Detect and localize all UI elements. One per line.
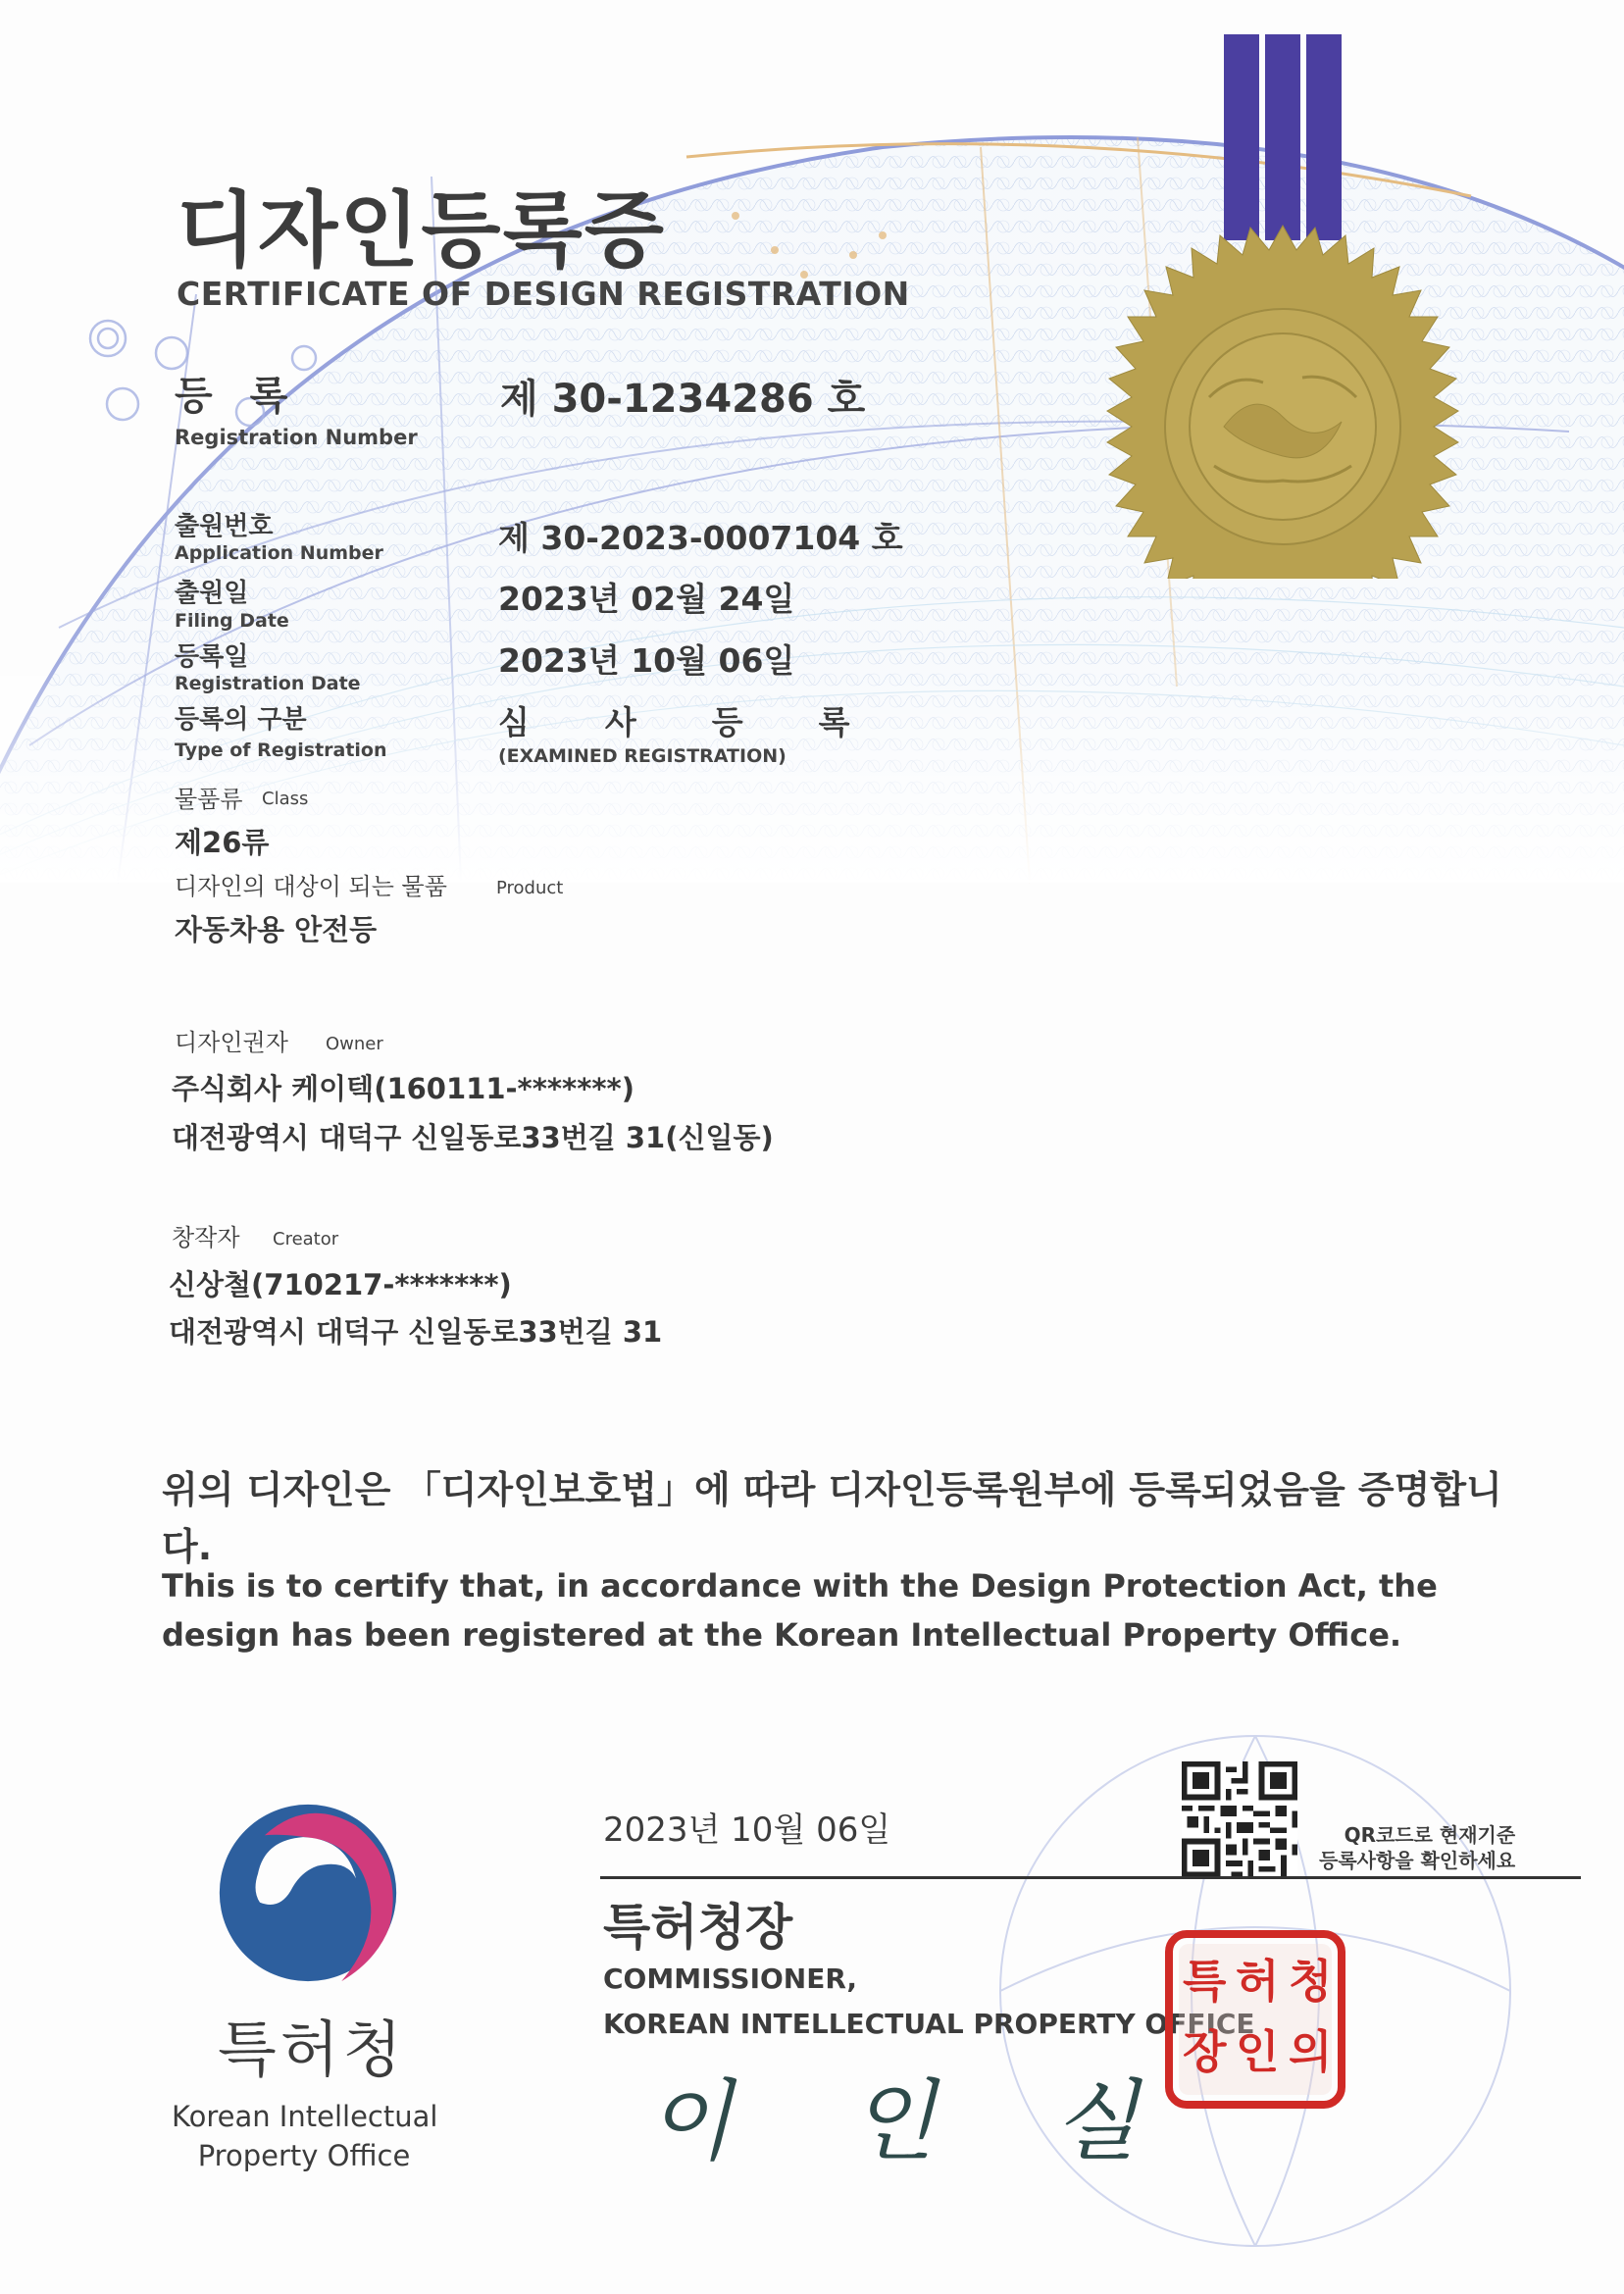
registration-label: 등 록 (175, 374, 300, 419)
qr-text-line2: 등록사항을 확인하세요 (1319, 1849, 1516, 1872)
commissioner-signature: 이인실 (647, 2070, 1256, 2173)
application-number-label: 출원번호 (175, 512, 274, 541)
kipo-logo-icon (212, 1797, 404, 1989)
filing-date-label-en: Filing Date (175, 610, 289, 632)
class-label-en: Class (262, 789, 309, 809)
creator-name: 신상철(710217-*******) (169, 1268, 512, 1301)
owner-name: 주식회사 케이텍(160111-*******) (172, 1072, 634, 1105)
filing-date: 2023년 02월 24일 (498, 580, 795, 618)
registration-number: 제 30-1234286 호 (500, 377, 866, 422)
registration-type: 심 사 등 록 (498, 703, 868, 741)
certification-statement-en: This is to certify that, in accordance with the Design Protection Act, the design has been registered at the Korean Intellectual Property Office. (162, 1567, 1438, 1654)
product-label-en: Product (496, 878, 564, 898)
registration-type-label: 등록의 구분 (175, 705, 307, 735)
class-value: 제26류 (175, 826, 270, 859)
qr-code-icon[interactable] (1182, 1761, 1297, 1877)
registration-date-label-en: Registration Date (175, 673, 361, 694)
filing-date-label: 출원일 (175, 579, 249, 608)
registration-label-en: Registration Number (175, 426, 418, 449)
class-label: 물품류 (175, 786, 243, 813)
commissioner-en-line1: COMMISSIONER, (603, 1963, 858, 1995)
signature-divider (600, 1876, 1581, 1879)
product-label: 디자인의 대상이 되는 물품 (175, 873, 447, 900)
certification-statement-ko: 위의 디자인은 「디자인보호법」에 따라 디자인등록원부에 등록되었음을 증명합니다. (162, 1468, 1502, 1568)
registration-type-label-en: Type of Registration (175, 739, 387, 761)
registration-date-label: 등록일 (175, 642, 249, 672)
application-number-label-en: Application Number (175, 542, 383, 564)
kipo-name-en-line2: Property Office (197, 2139, 411, 2172)
certificate-title-en: CERTIFICATE OF DESIGN REGISTRATION (177, 275, 910, 313)
creator-address: 대전광역시 대덕구 신일동로33번길 31 (169, 1315, 663, 1349)
commissioner-title-en (603, 1957, 1255, 2047)
svg-text:인: 인 (1236, 2025, 1280, 2078)
qr-code-instruction (1319, 1822, 1515, 1873)
issue-date: 2023년 10월 06일 (603, 1810, 891, 1850)
kipo-name-en-line1: Korean Intellectual (172, 2100, 438, 2133)
owner-label: 디자인권자 (175, 1029, 288, 1056)
registration-type-en: (EXAMINED REGISTRATION) (498, 745, 787, 767)
registration-date: 2023년 10월 06일 (498, 641, 795, 680)
certificate-title: 디자인등록증 (177, 182, 666, 279)
owner-label-en: Owner (326, 1034, 383, 1054)
owner-address: 대전광역시 대덕구 신일동로33번길 31(신일동) (172, 1121, 774, 1154)
svg-text:특: 특 (1183, 1955, 1227, 2008)
svg-text:허: 허 (1236, 1955, 1280, 2008)
application-number: 제 30-2023-0007104 호 (498, 519, 903, 557)
commissioner-title: 특허청장 (603, 1899, 793, 1956)
svg-text:청: 청 (1289, 1955, 1333, 2008)
kipo-name-ko: 특허청 (218, 2014, 406, 2085)
gold-seal-icon (1079, 29, 1491, 579)
creator-label-en: Creator (273, 1229, 339, 1249)
kipo-name-en (172, 2097, 436, 2175)
product-value: 자동차용 안전등 (175, 913, 378, 946)
svg-text:장: 장 (1183, 2025, 1227, 2078)
commissioner-en-line2: KOREAN INTELLECTUAL PROPERTY OFFICE (603, 2008, 1255, 2040)
svg-text:의: 의 (1289, 2025, 1333, 2078)
qr-text-line1: QR코드로 현재기준 (1344, 1823, 1516, 1847)
creator-label: 창작자 (172, 1224, 240, 1251)
official-stamp-icon (1165, 1930, 1345, 2109)
